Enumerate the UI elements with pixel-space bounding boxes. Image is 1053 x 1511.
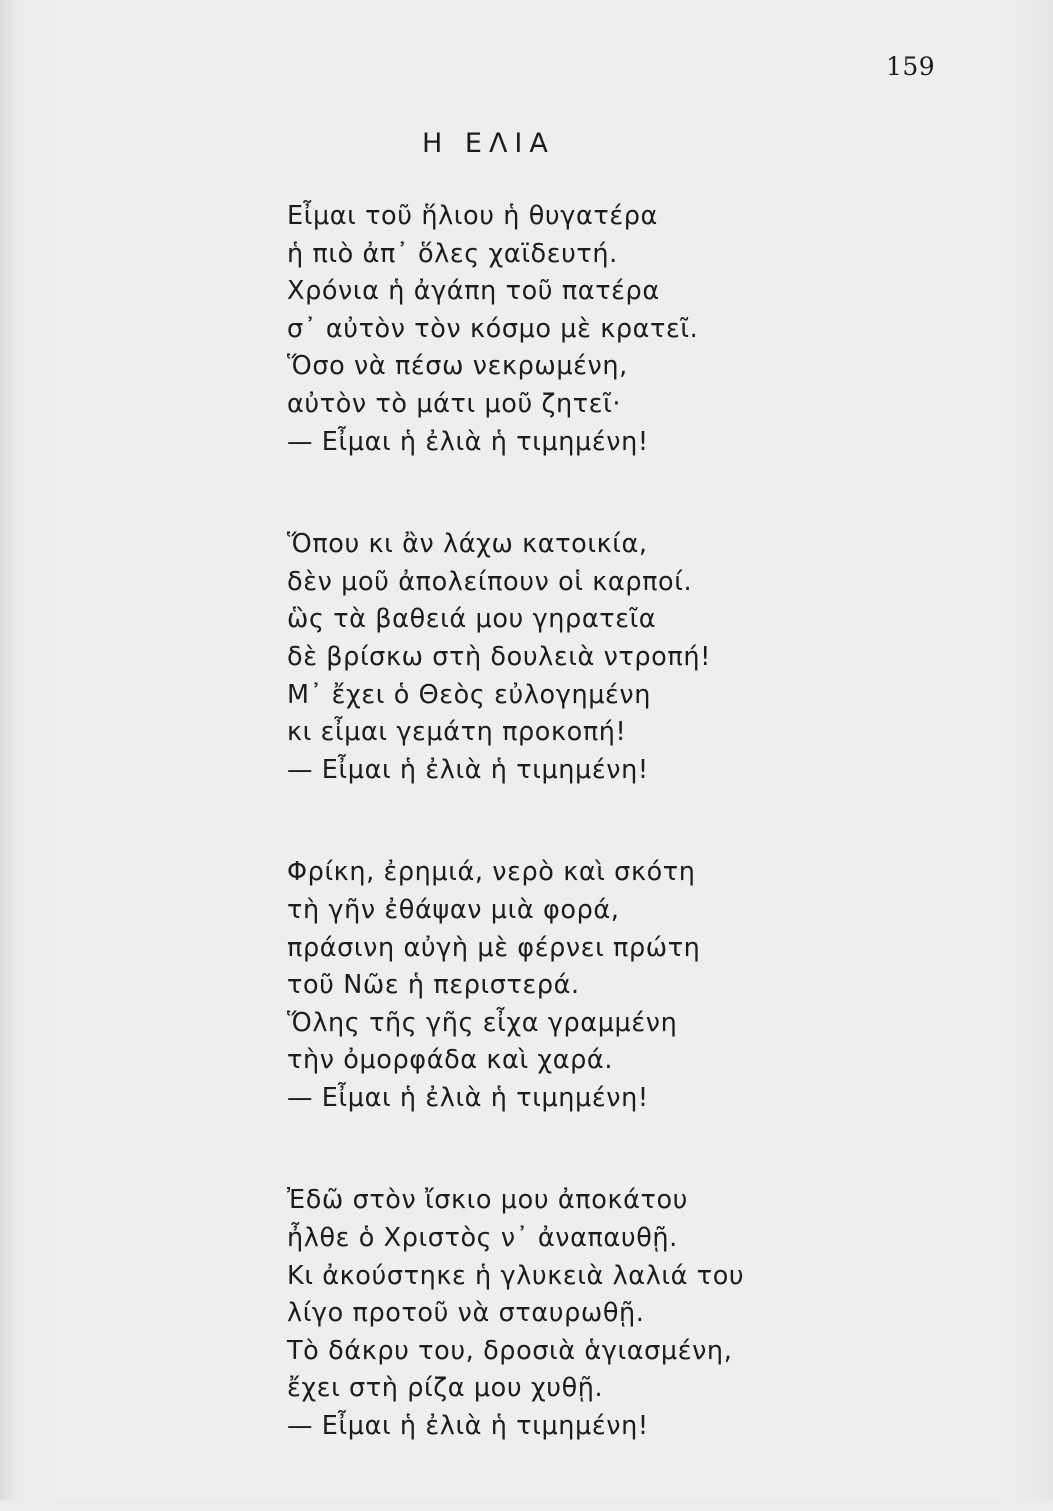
poem-line: λίγο προτοῦ νὰ σταυρωθῇ. xyxy=(287,1298,645,1329)
poem-line: Εἶμαι τοῦ ἥλιου ἡ θυγατέρα xyxy=(287,201,658,231)
stanza-1 xyxy=(287,198,1007,461)
poem-line: ἔχει στὴ ρίζα μου χυθῇ. xyxy=(287,1373,604,1404)
poem-line: τὴν ὀμορφάδα καὶ χαρά. xyxy=(287,1045,614,1076)
poem-line: Ἐδῶ στὸν ἴσκιο μου ἀποκάτου xyxy=(287,1185,689,1216)
refrain-line: — Εἶμαι ἡ ἐλιὰ ἡ τιμημένη! xyxy=(287,1411,649,1442)
poem-line: ἡ πιὸ ἀπ᾿ ὅλες χαϊδευτή. xyxy=(287,238,618,269)
refrain-line: — Εἶμαι ἡ ἐλιὰ ἡ τιμημένη! xyxy=(287,754,649,785)
poem-line: σ᾿ αὐτὸν τὸν κόσμο μὲ κρατεῖ. xyxy=(287,313,699,344)
poem-line: Ὅπου κι ἂν λάχω κατοικία, xyxy=(287,529,648,560)
poem-line: δὲ βρίσκω στὴ δουλειὰ ντροπή! xyxy=(287,641,711,672)
poem-line: τὴ γῆν ἐθάψαν μιὰ φορά, xyxy=(287,894,620,925)
poem-line: Μ᾿ ἔχει ὁ Θεὸς εὐλογημένη xyxy=(287,679,652,710)
stanza-4 xyxy=(287,1182,1007,1445)
poem-line: ἦλθε ὁ Χριστὸς ν᾿ ἀναπαυθῇ. xyxy=(287,1223,678,1254)
poem-line: Χρόνια ἡ ἀγάπη τοῦ πατέρα xyxy=(287,276,660,307)
stanza-2 xyxy=(287,526,1007,789)
poem-line: τοῦ Νῶε ἡ περιστερά. xyxy=(287,970,580,1001)
poem-line: κι εἶμαι γεμάτη προκοπή! xyxy=(287,717,627,748)
poem-title: Η ΕΛΙΑ xyxy=(422,128,555,159)
poem-line: ὣς τὰ βαθειά μου γηρατεῖα xyxy=(287,604,657,635)
poem-line: Τὸ δάκρυ του, δροσιὰ ἁγιασμένη, xyxy=(287,1335,733,1366)
poem-line: πράσινη αὐγὴ μὲ φέρνει πρώτη xyxy=(287,932,701,963)
refrain-line: — Εἶμαι ἡ ἐλιὰ ἡ τιμημένη! xyxy=(287,426,649,457)
poem-line: Κι ἀκούστηκε ἡ γλυκειὰ λαλιά του xyxy=(287,1260,745,1291)
poem-line: δὲν μοῦ ἀπολείπουν οἱ καρποί. xyxy=(287,566,693,597)
poem-body xyxy=(287,198,1007,1511)
poem-line: αὐτὸν τὸ μάτι μοῦ ζητεῖ· xyxy=(287,388,622,419)
poem-line: Φρίκη, ἐρημιά, νερὸ καὶ σκότη xyxy=(287,857,696,888)
poem-line: Ὅσο νὰ πέσω νεκρωμένη, xyxy=(287,351,628,382)
page-number: 159 xyxy=(886,52,936,81)
poem-line: Ὅλης τῆς γῆς εἶχα γραμμένη xyxy=(287,1007,678,1038)
refrain-line: — Εἶμαι ἡ ἐλιὰ ἡ τιμημένη! xyxy=(287,1082,649,1113)
stanza-3 xyxy=(287,854,1007,1117)
